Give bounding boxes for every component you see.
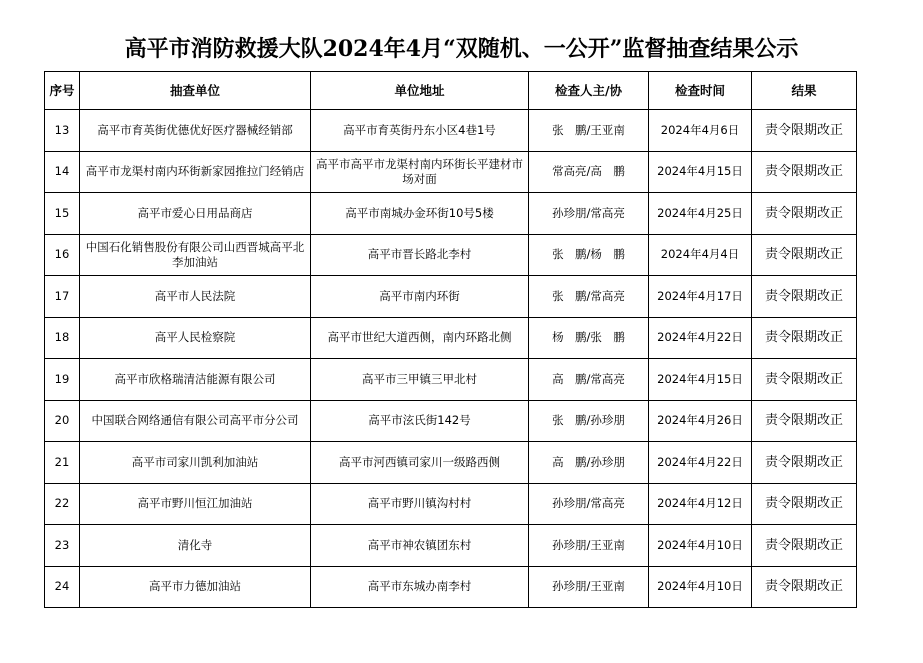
cell-unit: 高平市爱心日用品商店 — [80, 193, 311, 235]
header-result: 结果 — [752, 72, 857, 110]
cell-date: 2024年4月10日 — [649, 566, 752, 608]
cell-unit: 清化寺 — [80, 525, 311, 567]
cell-unit: 高平市欣格瑞清洁能源有限公司 — [80, 359, 311, 401]
cell-result: 责令限期改正 — [752, 525, 857, 567]
header-inspectors: 检查人主/协 — [529, 72, 649, 110]
cell-no: 21 — [45, 442, 80, 484]
table-row — [45, 442, 857, 484]
cell-result: 责令限期改正 — [752, 359, 857, 401]
cell-unit: 高平市力德加油站 — [80, 566, 311, 608]
cell-address: 高平市河西镇司家川一级路西侧 — [311, 442, 529, 484]
cell-address: 高平市高平市龙渠村南内环街长平建材市场对面 — [311, 151, 529, 193]
cell-unit: 中国石化销售股份有限公司山西晋城高平北李加油站 — [80, 234, 311, 276]
cell-date: 2024年4月10日 — [649, 525, 752, 567]
cell-address: 高平市野川镇沟村村 — [311, 483, 529, 525]
cell-inspectors: 张 鹏/孙珍朋 — [529, 400, 649, 442]
cell-address: 高平市晋长路北李村 — [311, 234, 529, 276]
table-row — [45, 193, 857, 235]
cell-result: 责令限期改正 — [752, 234, 857, 276]
header-no: 序号 — [45, 72, 80, 110]
cell-date: 2024年4月15日 — [649, 151, 752, 193]
cell-no: 19 — [45, 359, 80, 401]
table-row — [45, 151, 857, 193]
cell-result: 责令限期改正 — [752, 276, 857, 318]
cell-result: 责令限期改正 — [752, 566, 857, 608]
cell-unit: 高平市龙渠村南内环街新家园推拉门经销店 — [80, 151, 311, 193]
table-row — [45, 566, 857, 608]
cell-address: 高平市世纪大道西侧，南内环路北侧 — [311, 317, 529, 359]
cell-no: 23 — [45, 525, 80, 567]
cell-inspectors: 高 鹏/孙珍朋 — [529, 442, 649, 484]
cell-unit: 高平市司家川凯利加油站 — [80, 442, 311, 484]
cell-address: 高平市南城办金环街10号5楼 — [311, 193, 529, 235]
cell-inspectors: 张 鹏/王亚南 — [529, 110, 649, 152]
header-unit: 抽查单位 — [80, 72, 311, 110]
table-row — [45, 276, 857, 318]
cell-unit: 高平人民检察院 — [80, 317, 311, 359]
cell-unit: 高平市育英街优德优好医疗器械经销部 — [80, 110, 311, 152]
cell-result: 责令限期改正 — [752, 400, 857, 442]
table-row — [45, 400, 857, 442]
inspection-results-table — [44, 71, 857, 608]
page-title: 高平市消防救援大队2024年4月“双随机、一公开”监督抽查结果公示 — [124, 36, 799, 62]
table-row — [45, 359, 857, 401]
cell-address: 高平市神农镇团东村 — [311, 525, 529, 567]
cell-no: 15 — [45, 193, 80, 235]
cell-date: 2024年4月15日 — [649, 359, 752, 401]
cell-unit: 中国联合网络通信有限公司高平市分公司 — [80, 400, 311, 442]
table-header-row — [45, 72, 857, 110]
cell-no: 18 — [45, 317, 80, 359]
cell-date: 2024年4月22日 — [649, 317, 752, 359]
table-row — [45, 110, 857, 152]
cell-address: 高平市东城办南李村 — [311, 566, 529, 608]
cell-no: 17 — [45, 276, 80, 318]
table-row — [45, 234, 857, 276]
cell-result: 责令限期改正 — [752, 483, 857, 525]
cell-address: 高平市泫氏街142号 — [311, 400, 529, 442]
cell-result: 责令限期改正 — [752, 151, 857, 193]
cell-date: 2024年4月12日 — [649, 483, 752, 525]
cell-address: 高平市三甲镇三甲北村 — [311, 359, 529, 401]
table-row — [45, 317, 857, 359]
cell-no: 13 — [45, 110, 80, 152]
cell-inspectors: 张 鹏/杨 鹏 — [529, 234, 649, 276]
header-date: 检查时间 — [649, 72, 752, 110]
cell-date: 2024年4月22日 — [649, 442, 752, 484]
cell-no: 22 — [45, 483, 80, 525]
table-row — [45, 525, 857, 567]
cell-result: 责令限期改正 — [752, 110, 857, 152]
cell-address: 高平市南内环街 — [311, 276, 529, 318]
cell-inspectors: 杨 鹏/张 鹏 — [529, 317, 649, 359]
cell-result: 责令限期改正 — [752, 193, 857, 235]
table-row — [45, 483, 857, 525]
cell-unit: 高平市人民法院 — [80, 276, 311, 318]
cell-unit: 高平市野川恒江加油站 — [80, 483, 311, 525]
cell-date: 2024年4月17日 — [649, 276, 752, 318]
cell-date: 2024年4月26日 — [649, 400, 752, 442]
cell-inspectors: 常高亮/高 鹏 — [529, 151, 649, 193]
cell-date: 2024年4月25日 — [649, 193, 752, 235]
header-address: 单位地址 — [311, 72, 529, 110]
cell-address: 高平市育英街丹东小区4巷1号 — [311, 110, 529, 152]
cell-inspectors: 孙珍朋/王亚南 — [529, 566, 649, 608]
cell-inspectors: 孙珍朋/常高亮 — [529, 483, 649, 525]
cell-inspectors: 孙珍朋/常高亮 — [529, 193, 649, 235]
cell-no: 14 — [45, 151, 80, 193]
cell-date: 2024年4月6日 — [649, 110, 752, 152]
cell-no: 16 — [45, 234, 80, 276]
cell-result: 责令限期改正 — [752, 442, 857, 484]
cell-inspectors: 孙珍朋/王亚南 — [529, 525, 649, 567]
cell-result: 责令限期改正 — [752, 317, 857, 359]
cell-no: 20 — [45, 400, 80, 442]
cell-inspectors: 高 鹏/常高亮 — [529, 359, 649, 401]
cell-no: 24 — [45, 566, 80, 608]
cell-date: 2024年4月4日 — [649, 234, 752, 276]
cell-inspectors: 张 鹏/常高亮 — [529, 276, 649, 318]
